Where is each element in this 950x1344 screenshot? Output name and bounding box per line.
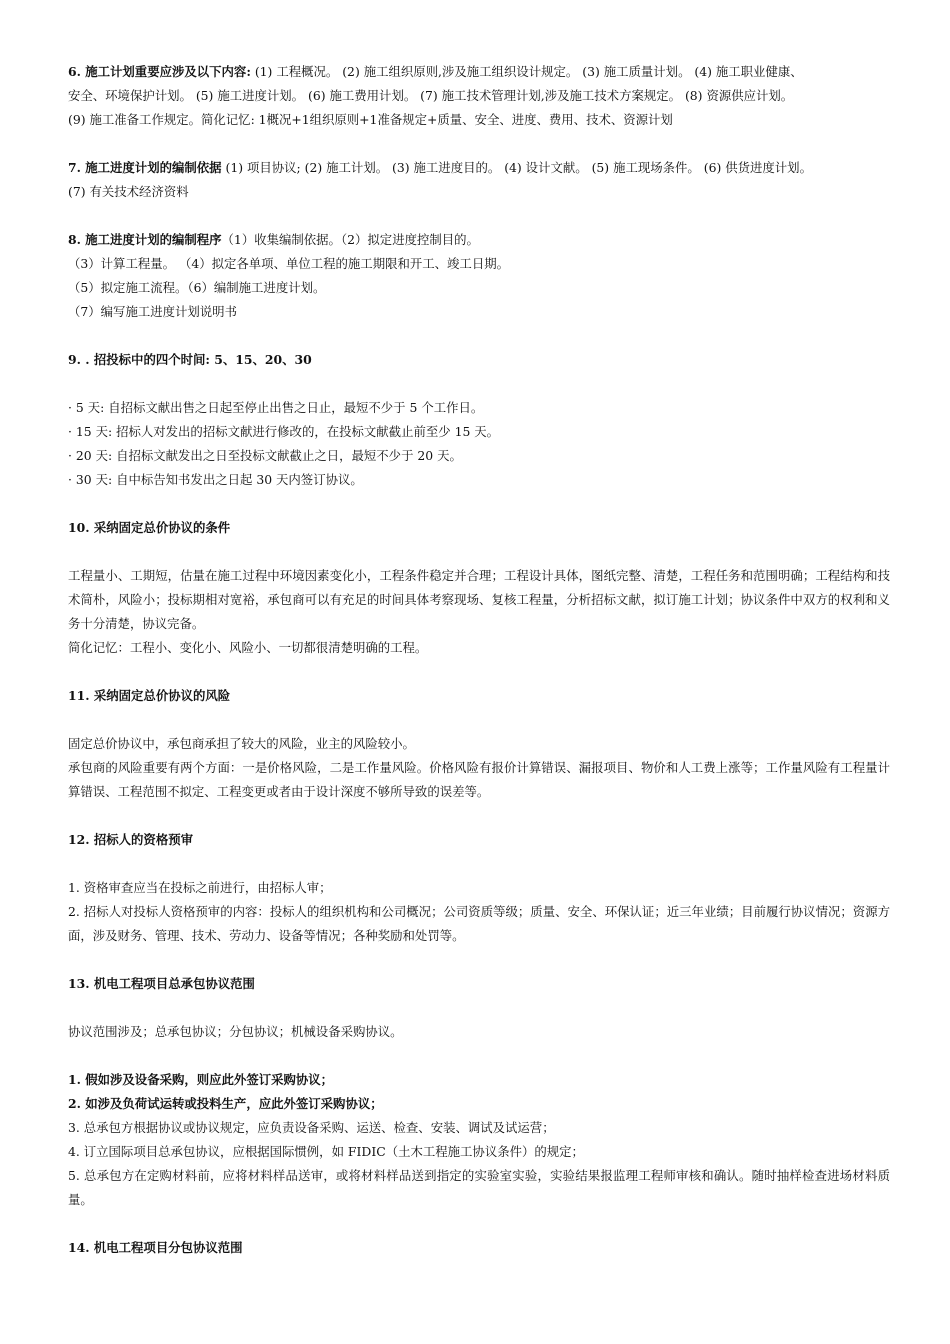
section-11: [68, 684, 890, 804]
section-6-line: (9) 施工准备工作规定。简化记忆: 1概况+1组织原则+1准备规定+质量、安全、进度、费用、技术、资源计划: [68, 112, 673, 127]
section-12: [68, 828, 890, 948]
section-12-line: 1. 资格审查应当在投标之前进行，由招标人审；: [68, 880, 332, 895]
section-6-heading: 6. 施工计划重要应涉及以下内容:: [68, 64, 251, 79]
section-9: [68, 348, 890, 492]
section-6: [68, 60, 890, 132]
section-7-heading: 7. 施工进度计划的编制依据: [68, 160, 222, 175]
section-8-text: （1）收集编制依据。（2）拟定进度控制目的。: [221, 232, 479, 247]
section-13: [68, 972, 890, 1212]
section-10-paragraph: 工程量小、工期短，估量在施工过程中环境因素变化小，工程条件稳定并合理；工程设计具体，图纸完整、清楚，工程任务和范围明确；工程结构和技术简朴，风险小；投标期相对宽裕，承包商可以有充足的时间具体考察现场、复核工程量，分析招标文献，拟订施工计划；协议条件中双方的权利和义务十分清楚，协议完备。: [68, 568, 890, 631]
section-10: [68, 516, 890, 660]
section-7-line: (7) 有关技术经济资料: [68, 184, 189, 199]
list-item: · 30 天: 自中标告知书发出之日起 30 天内签订协议。: [68, 472, 363, 487]
section-9-heading: 9. . 招投标中的四个时间: 5、15、20、30: [68, 352, 312, 367]
section-11-paragraph: 承包商的风险重要有两个方面：一是价格风险，二是工作量风险。价格风险有报价计算错误、漏报项目、物价和人工费上涨等；工作量风险有工程量计算错误、工程范围不拟定、工程变更或者由于设计深度不够所导致的误差等。: [68, 760, 890, 799]
list-item: 3. 总承包方根据协议或协议规定，应负责设备采购、运送、检查、安装、调试及试运营；: [68, 1120, 555, 1135]
section-11-heading: 11. 采纳固定总价协议的风险: [68, 688, 231, 703]
section-11-line: 固定总价协议中，承包商承担了较大的风险，业主的风险较小。: [68, 736, 415, 751]
section-8-heading: 8. 施工进度计划的编制程序: [68, 232, 222, 247]
section-10-heading: 10. 采纳固定总价协议的条件: [68, 520, 231, 535]
section-14: [68, 1236, 890, 1260]
section-7: [68, 156, 890, 204]
section-8-line: （7）编写施工进度计划说明书: [68, 304, 237, 319]
list-item: · 15 天: 招标人对发出的招标文献进行修改的，在投标文献截止前至少 15 天。: [68, 424, 500, 439]
list-item: 1. 假如涉及设备采购，则应此外签订采购协议；: [68, 1072, 334, 1087]
document-page: [68, 60, 890, 1260]
section-12-heading: 12. 招标人的资格预审: [68, 832, 193, 847]
section-8-line: （5）拟定施工流程。（6）编制施工进度计划。: [68, 280, 326, 295]
list-item: 4. 订立国际项目总承包协议，应根据国际惯例，如 FIDIC（土木工程施工协议条件）的规定；: [68, 1144, 584, 1159]
section-6-line: 安全、环境保护计划。 (5) 施工进度计划。 (6) 施工费用计划。 (7) 施工技术管理计划,涉及施工技术方案规定。 (8) 资源供应计划。: [68, 88, 794, 103]
section-7-text: (1) 项目协议; (2) 施工计划。 (3) 施工进度目的。 (4) 设计文献。 (5) 施工现场条件。 (6) 供货进度计划。: [221, 160, 812, 175]
section-8-line: （3）计算工程量。 （4）拟定各单项、单位工程的施工期限和开工、竣工日期。: [68, 256, 509, 271]
section-10-memo: 简化记忆：工程小、变化小、风险小、一切都很清楚明确的工程。: [68, 640, 428, 655]
section-14-heading: 14. 机电工程项目分包协议范围: [68, 1240, 243, 1255]
list-item: · 5 天: 自招标文献出售之日起至停止出售之日止，最短不少于 5 个工作日。: [68, 400, 484, 415]
section-13-heading: 13. 机电工程项目总承包协议范围: [68, 976, 255, 991]
section-6-text: (1) 工程概况。 (2) 施工组织原则,涉及施工组织设计规定。 (3) 施工质量计划。 (4) 施工职业健康、: [250, 64, 803, 79]
section-13-intro: 协议范围涉及；总承包协议；分包协议；机械设备采购协议。: [68, 1024, 403, 1039]
section-12-paragraph: 2. 招标人对投标人资格预审的内容：投标人的组织机构和公司概况；公司资质等级；质量、安全、环保认证；近三年业绩；目前履行协议情况；资源方面，涉及财务、管理、技术、劳动力、设备等情况；各种奖励和处罚等。: [68, 904, 890, 943]
list-item: 2. 如涉及负荷试运转或投料生产，应此外签订采购协议；: [68, 1096, 383, 1111]
section-8: [68, 228, 890, 324]
list-item: · 20 天: 自招标文献发出之日至投标文献截止之日，最短不少于 20 天。: [68, 448, 462, 463]
list-item: 5. 总承包方在定购材料前，应将材料样品送审，或将材料样品送到指定的实验室实验，实验结果报监理工程师审核和确认。随时抽样检查进场材料质量。: [68, 1168, 890, 1207]
